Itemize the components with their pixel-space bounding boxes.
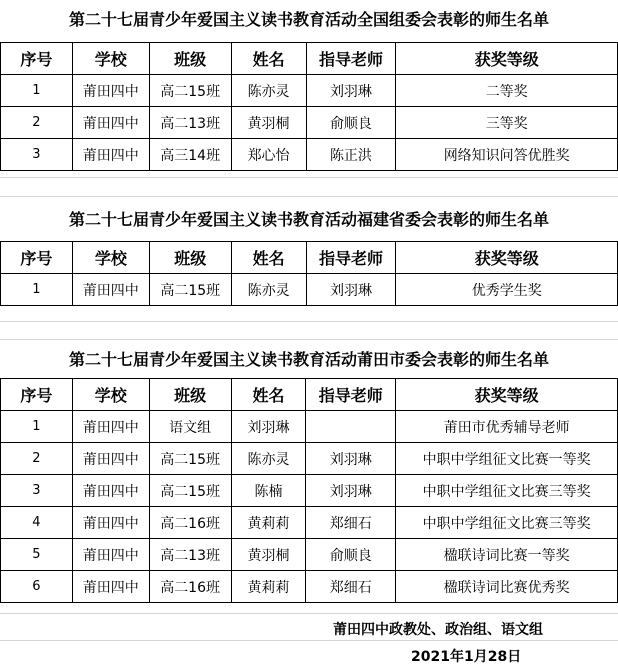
header-class: 班级 <box>149 242 231 274</box>
cell-class: 高二13班 <box>149 539 231 571</box>
cell-school: 莆田四中 <box>72 274 149 306</box>
section-title-fujian: 第二十七届青少年爱国主义读书教育活动福建省委会表彰的师生名单 <box>68 210 549 229</box>
header-name: 姓名 <box>231 379 306 411</box>
cell-school: 莆田四中 <box>72 107 149 139</box>
grid-line <box>0 339 618 340</box>
section-title-putian: 第二十七届青少年爱国主义读书教育活动莆田市委会表彰的师生名单 <box>68 350 549 369</box>
cell-seq: 2 <box>1 443 73 475</box>
cell-class: 高二13班 <box>149 107 231 139</box>
cell-teacher: 俞顺良 <box>306 107 396 139</box>
award-table-putian <box>0 378 618 603</box>
cell-name: 刘羽琳 <box>231 411 306 443</box>
table-row <box>1 75 618 107</box>
cell-seq: 5 <box>1 539 73 571</box>
grid-line <box>0 177 618 178</box>
cell-award: 二等奖 <box>396 75 618 107</box>
cell-class: 高二15班 <box>149 443 231 475</box>
header-school: 学校 <box>72 43 149 75</box>
table-header-row <box>1 242 618 274</box>
cell-seq: 3 <box>1 139 73 171</box>
table-row <box>1 475 618 507</box>
header-teacher: 指导老师 <box>306 43 396 75</box>
grid-line <box>0 321 618 322</box>
table-header-row <box>1 379 618 411</box>
header-school: 学校 <box>72 379 149 411</box>
table-row <box>1 411 618 443</box>
cell-school: 莆田四中 <box>72 411 149 443</box>
cell-school: 莆田四中 <box>72 475 149 507</box>
table-row <box>1 539 618 571</box>
header-award: 获奖等级 <box>396 242 618 274</box>
award-table-national <box>0 42 618 171</box>
cell-teacher: 刘羽琳 <box>306 75 396 107</box>
cell-class: 高二15班 <box>149 475 231 507</box>
cell-name: 陈亦灵 <box>231 75 306 107</box>
cell-award: 三等奖 <box>396 107 618 139</box>
cell-class: 语文组 <box>149 411 231 443</box>
cell-seq: 3 <box>1 475 73 507</box>
header-seq: 序号 <box>1 242 73 274</box>
cell-school: 莆田四中 <box>72 571 149 603</box>
cell-school: 莆田四中 <box>72 139 149 171</box>
cell-seq: 4 <box>1 507 73 539</box>
cell-name: 陈亦灵 <box>231 274 306 306</box>
cell-school: 莆田四中 <box>72 539 149 571</box>
cell-award: 莆田市优秀辅导老师 <box>396 411 618 443</box>
cell-name: 黄羽桐 <box>231 539 306 571</box>
footer-date: 2021年1月28日 <box>411 649 522 665</box>
table-row <box>1 107 618 139</box>
cell-class: 高三14班 <box>149 139 231 171</box>
cell-name: 陈亦灵 <box>231 443 306 475</box>
cell-teacher <box>306 411 396 443</box>
cell-teacher: 刘羽琳 <box>306 274 396 306</box>
header-seq: 序号 <box>1 43 73 75</box>
header-name: 姓名 <box>231 242 306 274</box>
cell-name: 陈楠 <box>231 475 306 507</box>
cell-school: 莆田四中 <box>72 507 149 539</box>
cell-teacher: 俞顺良 <box>306 539 396 571</box>
header-teacher: 指导老师 <box>306 379 396 411</box>
header-award: 获奖等级 <box>396 379 618 411</box>
header-award: 获奖等级 <box>396 43 618 75</box>
cell-teacher: 陈正洪 <box>306 139 396 171</box>
cell-name: 郑心怡 <box>231 139 306 171</box>
table-row <box>1 274 618 306</box>
cell-seq: 1 <box>1 274 73 306</box>
header-class: 班级 <box>149 43 231 75</box>
table-header-row <box>1 43 618 75</box>
cell-name: 黄莉莉 <box>231 571 306 603</box>
header-teacher: 指导老师 <box>306 242 396 274</box>
cell-school: 莆田四中 <box>72 443 149 475</box>
award-table-fujian <box>0 241 618 306</box>
cell-teacher: 刘羽琳 <box>306 475 396 507</box>
cell-teacher: 刘羽琳 <box>306 443 396 475</box>
footer-issuer: 莆田四中政教处、政治组、语文组 <box>333 622 543 638</box>
cell-award: 楹联诗词比赛优秀奖 <box>396 571 618 603</box>
grid-line <box>0 613 618 614</box>
section-title-national: 第二十七届青少年爱国主义读书教育活动全国组委会表彰的师生名单 <box>68 10 549 29</box>
cell-class: 高二15班 <box>149 75 231 107</box>
cell-seq: 1 <box>1 75 73 107</box>
cell-award: 优秀学生奖 <box>396 274 618 306</box>
cell-award: 中职中学组征文比赛三等奖 <box>396 475 618 507</box>
cell-school: 莆田四中 <box>72 75 149 107</box>
header-school: 学校 <box>72 242 149 274</box>
cell-class: 高二15班 <box>149 274 231 306</box>
header-seq: 序号 <box>1 379 73 411</box>
grid-line <box>0 640 618 641</box>
cell-award: 楹联诗词比赛一等奖 <box>396 539 618 571</box>
table-row <box>1 507 618 539</box>
grid-line <box>0 196 618 197</box>
table-row <box>1 571 618 603</box>
cell-seq: 6 <box>1 571 73 603</box>
cell-name: 黄莉莉 <box>231 507 306 539</box>
header-class: 班级 <box>149 379 231 411</box>
cell-teacher: 郑细石 <box>306 571 396 603</box>
cell-seq: 1 <box>1 411 73 443</box>
cell-class: 高二16班 <box>149 571 231 603</box>
cell-teacher: 郑细石 <box>306 507 396 539</box>
header-name: 姓名 <box>231 43 306 75</box>
table-row <box>1 139 618 171</box>
cell-award: 中职中学组征文比赛一等奖 <box>396 443 618 475</box>
cell-award: 网络知识问答优胜奖 <box>396 139 618 171</box>
table-row <box>1 443 618 475</box>
cell-class: 高二16班 <box>149 507 231 539</box>
cell-name: 黄羽桐 <box>231 107 306 139</box>
cell-award: 中职中学组征文比赛三等奖 <box>396 507 618 539</box>
cell-seq: 2 <box>1 107 73 139</box>
